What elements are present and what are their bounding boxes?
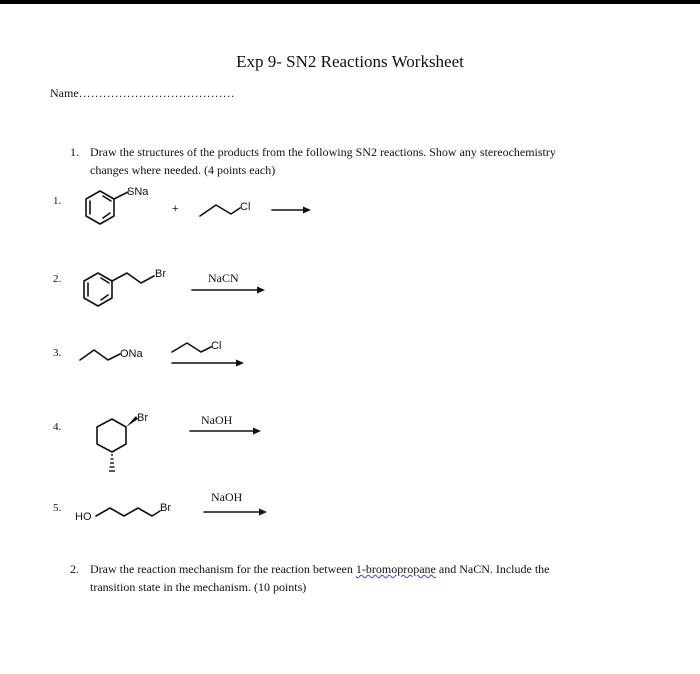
hashed-bond	[109, 455, 115, 471]
reaction-1-number: 1.	[53, 195, 62, 207]
benzene-ring-2	[84, 273, 112, 306]
cyclohexane-ring	[97, 419, 126, 452]
bromopentanol-chain	[96, 508, 160, 516]
question-2-text-after: and NaCN. Include the	[438, 562, 550, 576]
question-1-text: Draw the structures of the products from the following SN2 reactions. Show any stereochemistry	[90, 145, 556, 159]
page-title: Exp 9- SN2 Reactions Worksheet	[236, 52, 464, 71]
reagent-naoh-5: NaOH	[211, 490, 243, 504]
sna-label: SNa	[127, 186, 149, 198]
br-label-4: Br	[137, 412, 148, 424]
highlighted-term: 1-bromopropane	[355, 562, 436, 576]
cl-label-1: Cl	[240, 201, 251, 213]
reaction-5-number: 5.	[53, 502, 62, 514]
benzene-ring-1	[86, 191, 114, 224]
plus-sign: +	[172, 203, 179, 215]
question-2-text-2: transition state in the mechanism. (10 points)	[90, 580, 307, 594]
c-s-bond	[114, 192, 128, 199]
reaction-2-number: 2.	[53, 273, 62, 285]
reagent-naoh-4: NaOH	[201, 413, 233, 427]
question-2-text-before: Draw the reaction mechanism for the reaction between	[90, 562, 353, 576]
reagent-nacn: NaCN	[208, 271, 239, 285]
propoxide-chain	[80, 350, 120, 360]
question-2	[70, 560, 650, 596]
question-2-number: 2.	[70, 562, 79, 576]
chloropropane-chain-3	[172, 343, 211, 352]
cl-label-3: Cl	[211, 340, 222, 352]
br-label-5: Br	[160, 502, 171, 514]
ho-label: HO	[75, 511, 92, 523]
br-label-2: Br	[155, 268, 166, 280]
reaction-4-number: 4.	[53, 421, 62, 433]
reaction-3-number: 3.	[53, 347, 62, 359]
question-1-number: 1.	[70, 145, 79, 159]
question-1-text-2: changes where needed. (4 points each)	[90, 163, 276, 177]
ona-label: ONa	[120, 348, 143, 360]
chloropropane-chain	[200, 205, 240, 216]
name-field[interactable]: Name…………………………………	[50, 86, 235, 100]
ethyl-chain	[112, 273, 154, 283]
